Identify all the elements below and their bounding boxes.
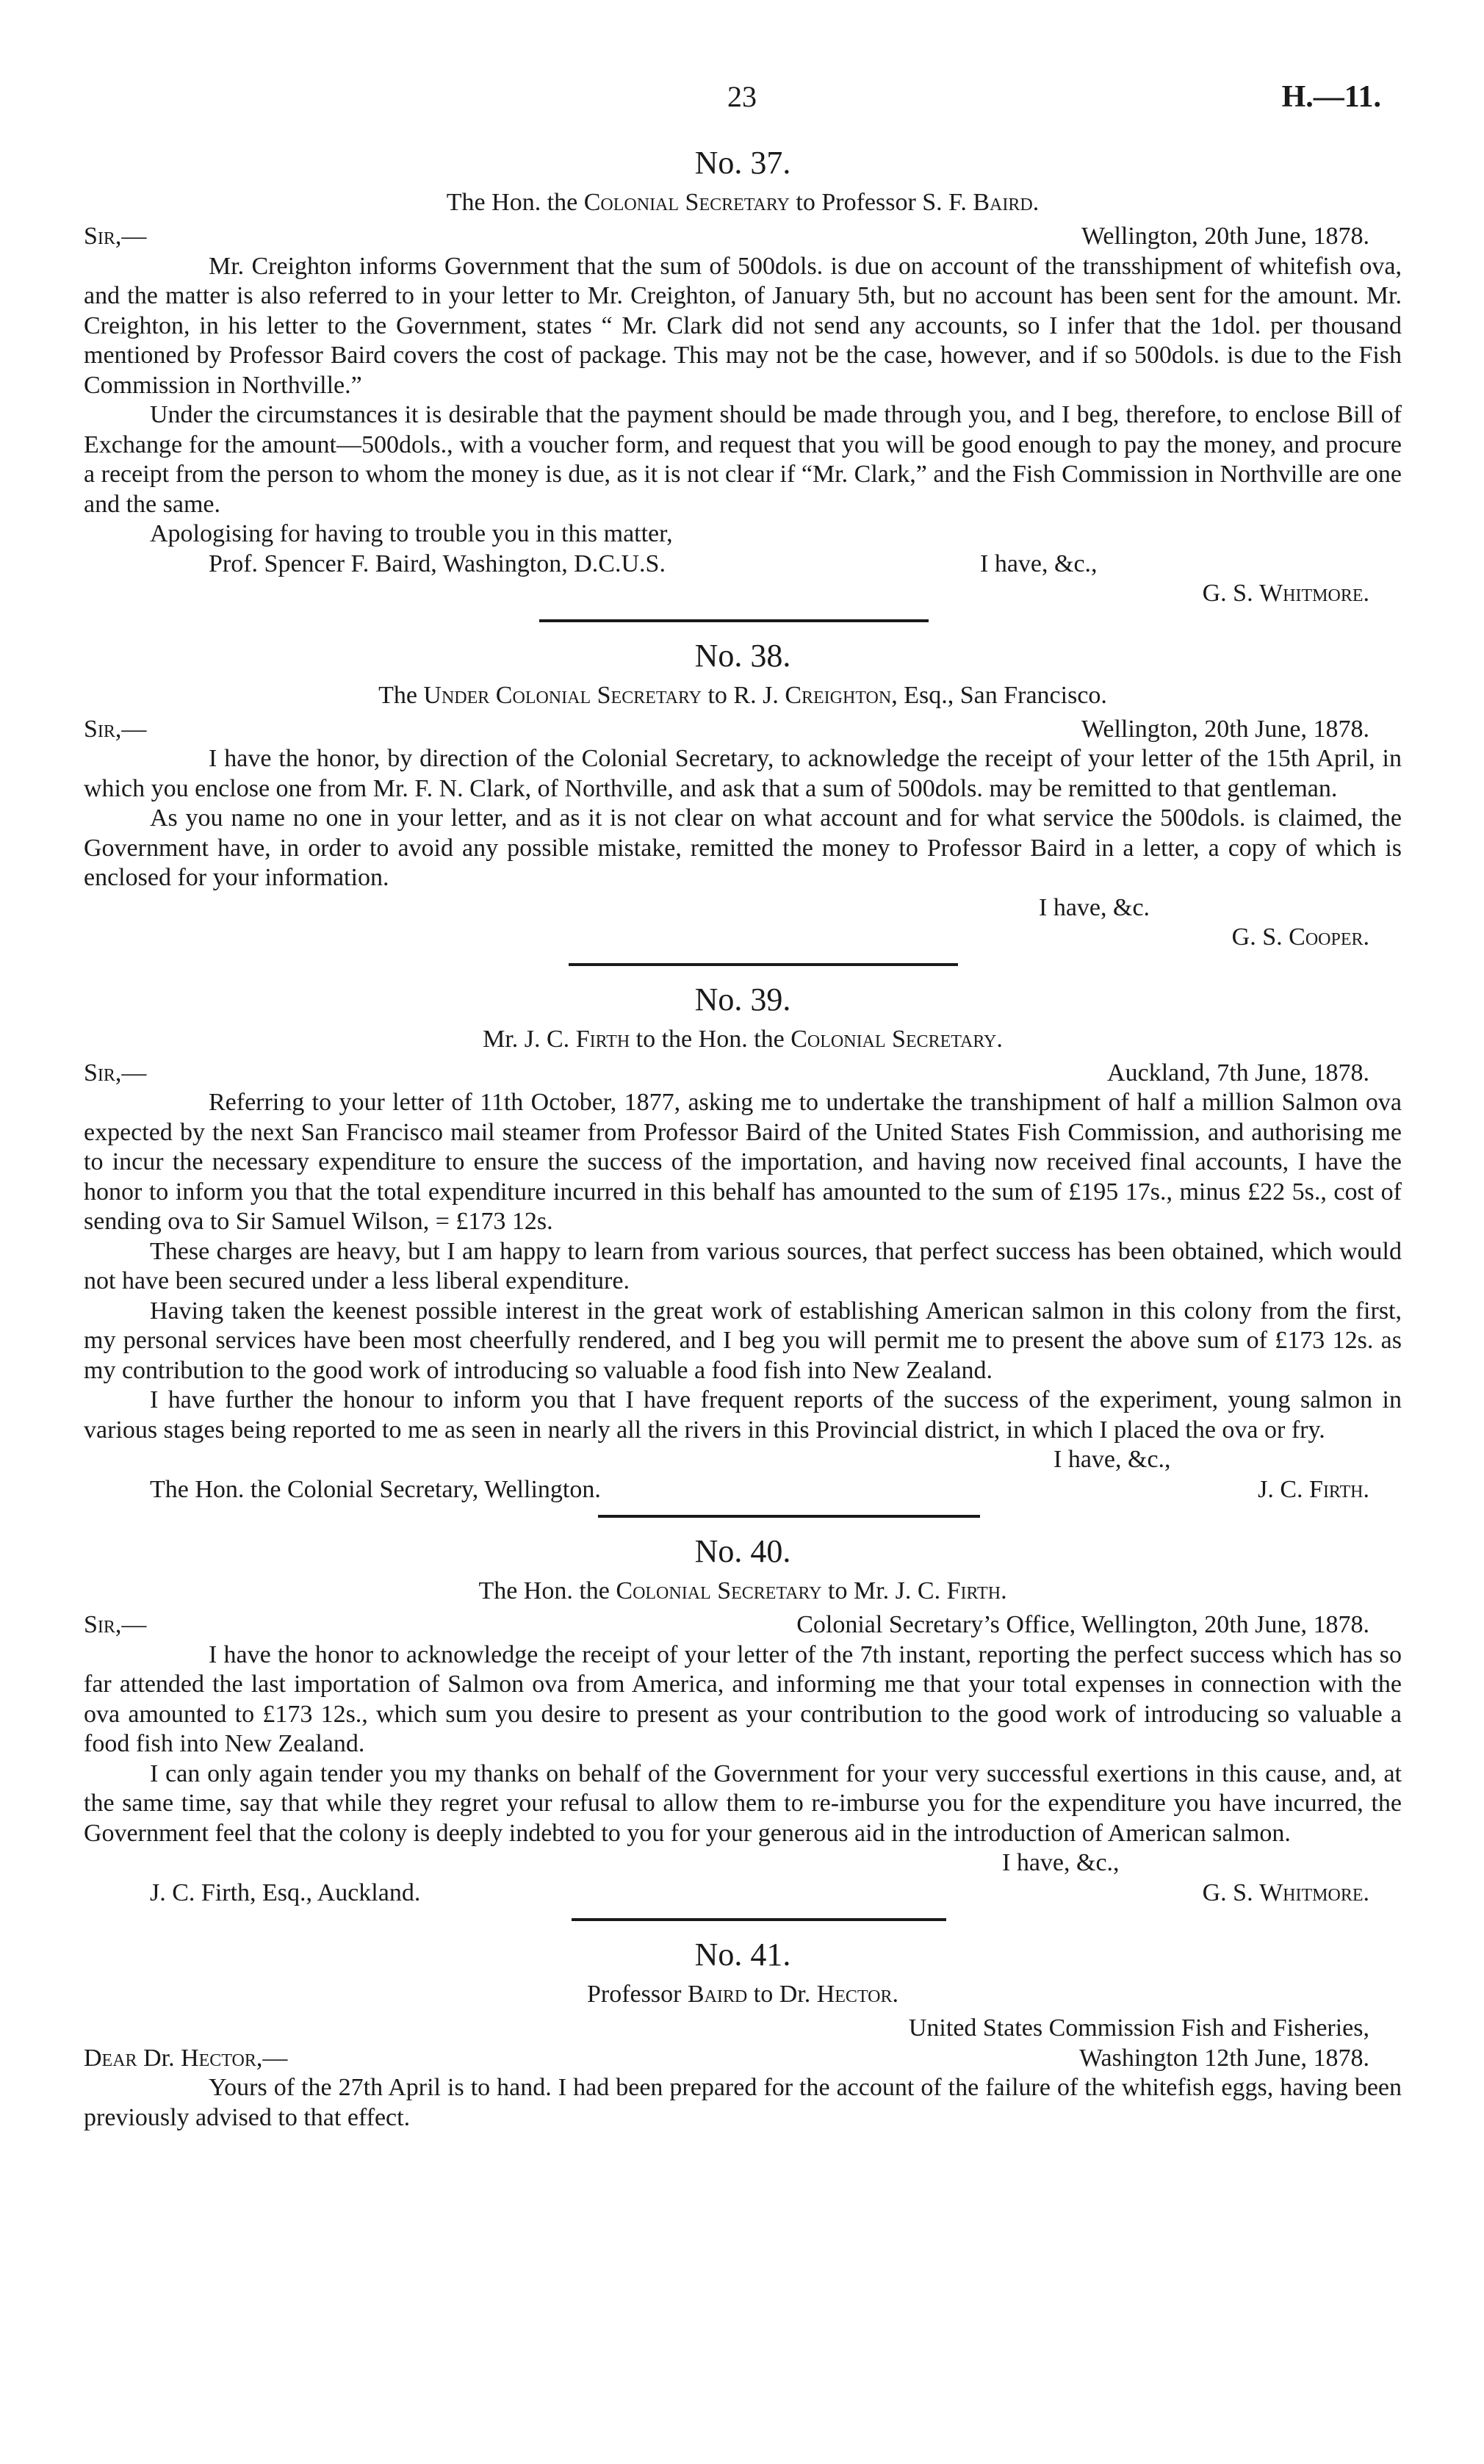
letter-title: The Hon. the Colonial Secretary to Professor S. F. Baird. (446, 189, 1040, 216)
letter-number: No. 37. (694, 145, 791, 181)
section-divider (572, 1918, 946, 1921)
paragraph: Under the circumstances it is desirable that the payment should be made through you, and I beg, therefore, to enclose Bill of Exchange for the amount—500dols., with a voucher form, and request that you will be good enough to pay the money, and procure a receipt from the person to whom the money is due, as it is not clear if “Mr. Clark,” and the Fish Commission in Northville are one and the same. (84, 401, 1402, 518)
letter-title: The Under Colonial Secretary to R. J. Creighton, Esq., San Francisco. (378, 681, 1107, 709)
signature: J. C. Firth. (1258, 1475, 1369, 1503)
paragraph: These charges are heavy, but I am happy to learn from various sources, that perfect success has been obtained, which would not have been secured under a less liberal expenditure. (84, 1237, 1402, 1294)
salutation: Sir,— (84, 223, 147, 250)
section-divider (569, 963, 958, 966)
letter-41 (84, 1936, 1402, 2133)
closing: I have, &c. (1039, 893, 1150, 921)
letter-40 (84, 1532, 1402, 1921)
institution-row (84, 2014, 1402, 2044)
addressee: Prof. Spencer F. Baird, Washington, D.C.U.S. (209, 550, 666, 577)
letter-37 (84, 144, 1402, 622)
place-date: Auckland, 7th June, 1878. (1107, 1059, 1369, 1087)
paragraph: I have the honor, by direction of the Colonial Secretary, to acknowledge the receipt of your letter of the 15th April, in which you enclose one from Mr. F. N. Clark, of Northville, and ask that a sum of 500dols. may be remitted to that gentleman. (84, 745, 1402, 802)
place-date: Wellington, 20th June, 1878. (1081, 223, 1369, 250)
letter-number: No. 41. (694, 1937, 791, 1973)
addressee: The Hon. the Colonial Secretary, Wellington. (150, 1475, 601, 1503)
closing: I have, &c., (1002, 1849, 1120, 1876)
closing-row (84, 1445, 1402, 1475)
place-date: Colonial Secretary’s Office, Wellington, 20th June, 1878. (796, 1611, 1369, 1638)
paragraph: I have the honor to acknowledge the receipt of your letter of the 7th instant, reporting the perfect success which has so far attended the last importation of Salmon ova from America, and informing me that your total expenses in connection with the ova amounted to £173 12s., which sum you desire to present as your contribution to the good work of introducing so valuable a food fish into New Zealand. (84, 1640, 1402, 1757)
salutation: Sir,— (84, 1059, 147, 1087)
institution: United States Commission Fish and Fisheries, (908, 2014, 1369, 2042)
letter-38 (84, 637, 1402, 966)
letter-title: Professor Baird to Dr. Hector. (586, 1981, 899, 2008)
paragraph: I can only again tender you my thanks on behalf of the Government for your very successful exertions in this cause, and, at the same time, say that while they regret your refusal to allow them to re-imburse you for the expenditure you have incurred, the Government feel that the colony is deeply indebted to you for your generous aid in the introduction of American salmon. (84, 1759, 1402, 1847)
paragraph: Apologising for having to trouble you in this matter, (150, 520, 673, 547)
letter-title: Mr. J. C. Firth to the Hon. the Colonial Secretary. (483, 1025, 1003, 1053)
salutation-row (84, 1059, 1402, 1089)
signature-row (84, 579, 1402, 609)
page-reference: H.—11. (1281, 80, 1381, 114)
addressee-row (84, 1878, 1402, 1909)
letter-number: No. 39. (694, 981, 791, 1017)
salutation: Sir,— (84, 715, 147, 743)
section-divider (598, 1515, 980, 1518)
salutation: Sir,— (84, 1611, 147, 1638)
paragraph: Having taken the keenest possible interest in the great work of establishing American salmon in this colony from the first, my personal services have been most cheerfully rendered, and I beg you will permit me to present the above sum of £173 12s. as my contribution to the good work of introducing so valuable a food fish into New Zealand. (84, 1297, 1402, 1384)
signature: G. S. Cooper. (1231, 923, 1369, 951)
salutation: Dear Dr. Hector,— (84, 2044, 288, 2072)
salutation-row (84, 222, 1402, 252)
signature-row (84, 923, 1402, 953)
closing-row (84, 893, 1402, 923)
paragraph: As you name no one in your letter, and as it is not clear on what account and for what service the 500dols. is claimed, the Government have, in order to avoid any possible mistake, remitted the money to Professor Baird in a letter, a copy of which is enclosed for your information. (84, 804, 1402, 891)
signature: G. S. Whitmore. (1202, 1878, 1369, 1906)
signature: G. S. Whitmore. (1202, 580, 1369, 607)
salutation-row (84, 2044, 1402, 2074)
paragraph: Yours of the 27th April is to hand. I had been prepared for the account of the failure of the whitefish eggs, having been previously advised to that effect. (84, 2074, 1402, 2131)
place-date: Washington 12th June, 1878. (1079, 2044, 1369, 2072)
letter-39 (84, 981, 1402, 1519)
addressee-row (84, 1475, 1402, 1505)
paragraph: Mr. Creighton informs Government that the sum of 500dols. is due on account of the transshipment of whitefish ova, and the matter is also referred to in your letter to Mr. Creighton, of January 5th, but no account has been sent for the amount. Mr. Creighton, in his letter to the Government, states “ Mr. Clark did not send any accounts, so I infer that the 1dol. per thousand mentioned by Professor Baird covers the cost of package. This may not be the case, however, and if so 500dols. is due to the Fish Commission in Northville.” (84, 252, 1402, 399)
salutation-row (84, 1610, 1402, 1640)
closing: I have, &c., (980, 550, 1098, 577)
addressee-row (84, 550, 1402, 580)
place-date: Wellington, 20th June, 1878. (1081, 715, 1369, 743)
section-divider (539, 619, 929, 622)
closing: I have, &c., (1053, 1446, 1171, 1473)
document-body (84, 144, 1402, 2133)
closing-row (84, 1848, 1402, 1878)
letter-number: No. 38. (694, 637, 791, 674)
letter-title: The Hon. the Colonial Secretary to Mr. J. C. Firth. (478, 1577, 1007, 1604)
page-number: 23 (727, 80, 757, 113)
addressee: J. C. Firth, Esq., Auckland. (150, 1878, 421, 1906)
paragraph: I have further the honour to inform you that I have frequent reports of the success of the experiment, young salmon in various stages being reported to me as seen in nearly all the rivers in this Provincial district, in which I placed the ova or fry. (84, 1386, 1402, 1444)
salutation-row (84, 715, 1402, 745)
letter-number: No. 40. (694, 1533, 791, 1569)
paragraph: Referring to your letter of 11th October, 1877, asking me to undertake the transhipment of half a million Salmon ova expected by the next San Francisco mail steamer from Professor Baird of the United States Fish Commission, and authorising me to incur the necessary expenditure to ensure the success of the importation, and having now received final accounts, I have the honor to inform you that the total expenditure incurred in this behalf has amounted to the sum of £195 17s., minus £22 5s., cost of sending ova to Sir Samuel Wilson, = £173 12s. (84, 1089, 1402, 1235)
